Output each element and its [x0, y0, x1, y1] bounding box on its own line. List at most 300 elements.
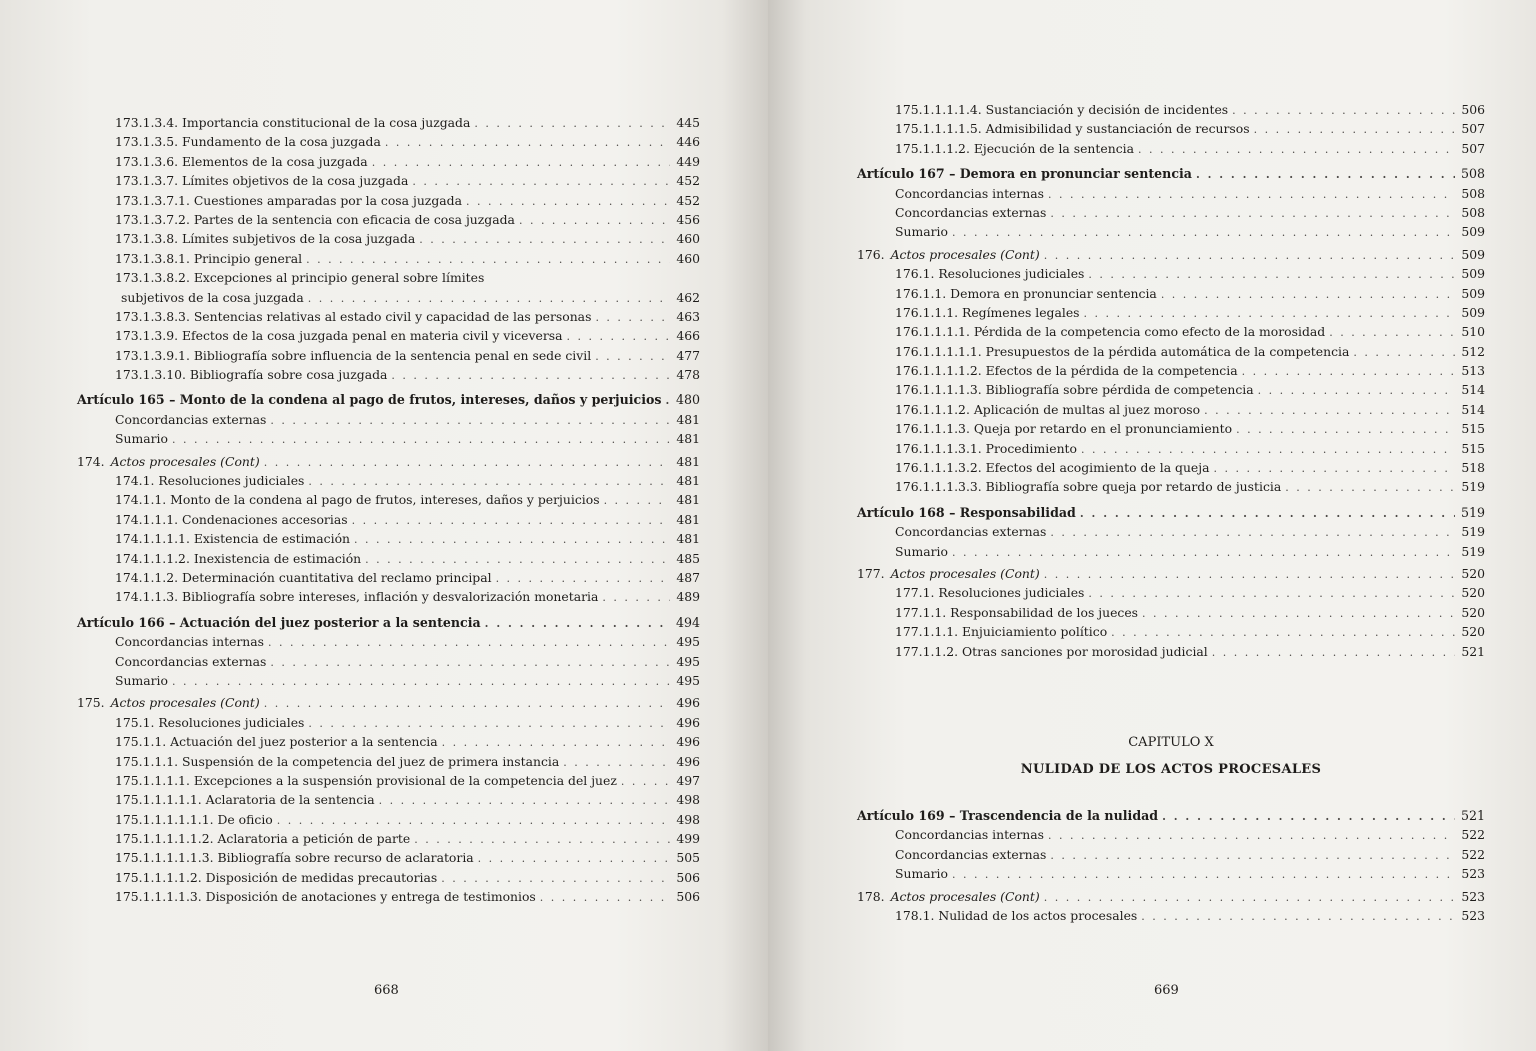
toc-entry: [857, 322, 1485, 341]
toc-leader-dots: [172, 430, 670, 449]
toc-entry-title: subjetivos de la cosa juzgada: [121, 289, 304, 305]
toc-entry-title: 176.1.1.1.1. Pérdida de la competencia como efecto de la morosidad: [895, 324, 1326, 340]
toc-leader-dots: [595, 308, 670, 327]
toc-page-number: 456: [676, 211, 700, 227]
toc-entry-title: 173.1.3.7.2. Partes de la sentencia con eficacia de cosa juzgada: [115, 211, 515, 227]
toc-page-number: 496: [676, 714, 700, 730]
toc-entry: [77, 132, 700, 151]
toc-page-number: 515: [1461, 440, 1485, 456]
toc-leader-dots: [519, 211, 670, 230]
toc-leader-dots: [567, 327, 670, 346]
toc-section-heading: [857, 564, 1485, 583]
toc-entry-title: 176.1. Resoluciones judiciales: [895, 266, 1085, 282]
toc-leader-dots: [365, 550, 670, 569]
toc-entry: [77, 171, 700, 190]
toc-leader-dots: [1242, 362, 1455, 381]
toc-entry-title: 176.1.1.1.2. Aplicación de multas al juez moroso: [895, 401, 1201, 417]
toc-page-number: 481: [676, 453, 700, 469]
toc-page-number: 519: [1461, 524, 1485, 540]
toc-page-number: 520: [1461, 624, 1485, 640]
toc-page-number: 508: [1461, 185, 1485, 201]
toc-entry-title: Concordancias internas: [115, 634, 265, 650]
toc-entry-title: Concordancias externas: [115, 411, 267, 427]
toc-entry-title: 173.1.3.9.1. Bibliografía sobre influencia de la sentencia penal en sede civil: [115, 347, 592, 363]
toc-entry-title: 175.1.1.1.1.1.3. Bibliografía sobre recurso de aclaratoria: [115, 850, 474, 866]
toc-leader-dots: [478, 849, 670, 868]
toc-entry-title: 177.1. Resoluciones judiciales: [895, 585, 1085, 601]
toc-entry-title: Artículo 168 – Responsabilidad: [857, 504, 1076, 520]
toc-entry-title: Artículo 165 – Monto de la condena al pago de frutos, intereses, daños y perjuicios: [77, 392, 662, 408]
toc-page-number: 523: [1461, 907, 1485, 923]
toc-entry: [77, 288, 700, 307]
toc-entry: [77, 868, 700, 887]
toc-entry-title: Concordancias internas: [895, 827, 1045, 843]
chapter-title: NULIDAD DE LOS ACTOS PROCESALES: [1020, 762, 1322, 777]
toc-page-number: 506: [676, 889, 700, 905]
toc-page-number: 514: [1461, 401, 1485, 417]
toc-page-number: 485: [676, 550, 700, 566]
toc-entry-title: Concordancias externas: [895, 524, 1047, 540]
toc-leader-dots: [268, 633, 670, 652]
toc-page-number: 478: [676, 367, 700, 383]
toc-leader-dots: [172, 672, 670, 691]
toc-page-number: 497: [676, 772, 700, 788]
toc-entry-title: 177.1.1. Responsabilidad de los jueces: [895, 604, 1139, 620]
toc-entry: [77, 191, 700, 210]
toc-page-number: 521: [1460, 808, 1485, 823]
toc-entry-title: 176.1.1. Demora en pronunciar sentencia: [895, 285, 1157, 301]
toc-leader-dots: [952, 865, 1455, 884]
toc-entry: [77, 490, 700, 509]
toc-entry-title: 175.1.1.1.1.5. Admisibilidad y sustanciación de recursos: [895, 121, 1250, 137]
toc-entry-title: Concordancias internas: [895, 185, 1045, 201]
toc-article-heading: [857, 503, 1485, 522]
toc-page-number: 452: [676, 173, 700, 189]
toc-page-number: 507: [1461, 140, 1485, 156]
toc-page-number: 449: [676, 153, 700, 169]
toc-page-number: 509: [1461, 224, 1485, 240]
toc-entry: [77, 829, 700, 848]
toc-entry-title: 175.1.1.1.1.1. Aclaratoria de la sentencia: [115, 792, 375, 808]
toc-page-number: 508: [1461, 204, 1485, 220]
toc-page-number: 481: [676, 473, 700, 489]
toc-entry: [77, 652, 700, 671]
toc-entry: [77, 810, 700, 829]
toc-entry-title: 174.1.1.1.1. Existencia de estimación: [115, 531, 351, 547]
toc-entry-title: Concordancias externas: [895, 846, 1047, 862]
toc-leader-dots: [308, 472, 670, 491]
toc-page-number: 446: [676, 134, 700, 150]
toc-leader-dots: [1214, 459, 1456, 478]
toc-entry-title: 176.1.1.1.3.3. Bibliografía sobre queja por retardo de justicia: [895, 479, 1282, 495]
toc-leader-dots: [1084, 304, 1455, 323]
toc-leader-dots: [496, 569, 670, 588]
toc-entry: [857, 583, 1485, 602]
toc-entry-title: Actos procesales (Cont): [890, 246, 1040, 262]
toc-entry: [857, 522, 1485, 541]
toc-page-number: 519: [1460, 504, 1485, 520]
toc-entry-title: 173.1.3.8.1. Principio general: [115, 250, 303, 266]
right-toc: [857, 100, 1485, 661]
toc-page-number: 506: [1461, 102, 1485, 117]
toc-leader-dots: [665, 391, 670, 410]
toc-entry: [857, 603, 1485, 622]
toc-entry: [857, 100, 1485, 119]
toc-entry-title: Concordancias externas: [895, 204, 1047, 220]
toc-entry: [857, 458, 1485, 477]
toc-entry: [857, 845, 1485, 864]
toc-entry-title: Actos procesales (Cont): [890, 565, 1040, 581]
toc-leader-dots: [308, 289, 670, 308]
toc-leader-dots: [604, 491, 670, 510]
toc-section-number: 174.: [77, 453, 105, 469]
toc-page-number: 499: [676, 831, 700, 847]
toc-entry: [77, 510, 700, 529]
toc-entry: [857, 284, 1485, 303]
toc-page-number: 510: [1461, 324, 1485, 340]
toc-page-number: 518: [1461, 460, 1485, 476]
toc-entry-title: 176.1.1.1.1.3. Bibliografía sobre pérdida de competencia: [895, 382, 1254, 398]
toc-entry-title: Sumario: [895, 866, 948, 882]
toc-page-number: 523: [1461, 866, 1485, 882]
toc-entry: [77, 326, 700, 345]
toc-entry-title: 176.1.1.1.3.1. Procedimiento: [895, 440, 1077, 456]
toc-leader-dots: [1044, 888, 1455, 907]
toc-leader-dots: [1050, 204, 1455, 223]
toc-page-number: 496: [676, 734, 700, 750]
toc-page-number: 462: [676, 289, 700, 305]
toc-entry: [857, 119, 1485, 138]
toc-entry-title: 176.1.1.1.3.2. Efectos del acogimiento de la queja: [895, 460, 1210, 476]
toc-leader-dots: [306, 250, 670, 269]
toc-entry-title: Sumario: [895, 224, 948, 240]
toc-leader-dots: [1236, 420, 1455, 439]
toc-entry-title: 177.1.1.2. Otras sanciones por morosidad judicial: [895, 643, 1208, 659]
toc-entry-title: 174.1.1.1. Condenaciones accesorias: [115, 511, 348, 527]
toc-leader-dots: [414, 830, 670, 849]
toc-entry-title: Actos procesales (Cont): [110, 695, 260, 711]
toc-leader-dots: [595, 347, 670, 366]
toc-leader-dots: [474, 114, 670, 133]
toc-page-number: 445: [676, 115, 700, 130]
toc-leader-dots: [1258, 381, 1455, 400]
toc-entry-title: 174.1.1.1.2. Inexistencia de estimación: [115, 550, 362, 566]
toc-page-number: 496: [676, 753, 700, 769]
toc-leader-dots: [264, 453, 670, 472]
toc-entry: [77, 410, 700, 429]
toc-leader-dots: [385, 133, 670, 152]
toc-entry: [77, 365, 700, 384]
toc-entry: [77, 549, 700, 568]
toc-entry: [857, 361, 1485, 380]
toc-leader-dots: [1353, 343, 1455, 362]
toc-leader-dots: [372, 153, 670, 172]
toc-entry-title: 175.1.1.1.1.3. Disposición de anotaciones y entrega de testimonios: [115, 889, 536, 905]
toc-entry-title: 173.1.3.7. Límites objetivos de la cosa juzgada: [115, 173, 409, 189]
toc-entry: [857, 477, 1485, 496]
toc-page-number: 496: [676, 695, 700, 711]
toc-leader-dots: [466, 192, 670, 211]
toc-entry-title: 175.1.1.1.2. Ejecución de la sentencia: [895, 140, 1134, 156]
toc-leader-dots: [1141, 907, 1455, 926]
toc-entry: [857, 400, 1485, 419]
toc-section-heading: [77, 693, 700, 712]
toc-entry: [77, 732, 700, 751]
toc-entry: [77, 249, 700, 268]
toc-page-number: 480: [675, 392, 700, 408]
toc-page-number: 505: [676, 850, 700, 866]
toc-article-heading: [77, 613, 700, 632]
toc-page-number: 481: [676, 531, 700, 547]
toc-leader-dots: [952, 543, 1455, 562]
toc-entry: [857, 264, 1485, 283]
toc-entry: [857, 542, 1485, 561]
toc-leader-dots: [352, 511, 670, 530]
toc-page-number: 481: [676, 492, 700, 508]
toc-entry: [857, 642, 1485, 661]
toc-entry: [857, 864, 1485, 883]
toc-leader-dots: [270, 411, 670, 430]
toc-leader-dots: [277, 811, 670, 830]
toc-entry-title: Actos procesales (Cont): [110, 453, 260, 469]
toc-entry: [77, 568, 700, 587]
toc-entry-title: 173.1.3.10. Bibliografía sobre cosa juzgada: [115, 367, 388, 383]
toc-leader-dots: [1048, 826, 1455, 845]
toc-page-number: 519: [1461, 543, 1485, 559]
toc-page-number: 520: [1461, 565, 1485, 581]
toc-leader-dots: [952, 223, 1455, 242]
toc-leader-dots: [1138, 140, 1455, 159]
toc-leader-dots: [1254, 120, 1455, 139]
toc-entry-title: Sumario: [115, 431, 168, 447]
toc-entry-title: 177.1.1.1. Enjuiciamiento político: [895, 624, 1108, 640]
toc-leader-dots: [308, 714, 670, 733]
toc-entry: [77, 346, 700, 365]
toc-article-heading: [857, 806, 1485, 825]
toc-leader-dots: [1050, 523, 1455, 542]
toc-page-number: 481: [676, 411, 700, 427]
toc-entry-title: 176.1.1.1.1.1. Presupuestos de la pérdida automática de la competencia: [895, 343, 1350, 359]
toc-entry: [857, 222, 1485, 241]
toc-entry: [77, 229, 700, 248]
toc-entry-title: 173.1.3.9. Efectos de la cosa juzgada penal en materia civil y viceversa: [115, 328, 563, 344]
toc-entry: [857, 622, 1485, 641]
toc-entry-title: 173.1.3.8.3. Sentencias relativas al estado civil y capacidad de las personas: [115, 308, 592, 324]
toc-page-number: 521: [1461, 643, 1485, 659]
toc-entry-title: 173.1.3.6. Elementos de la cosa juzgada: [115, 153, 368, 169]
toc-leader-dots: [485, 614, 670, 633]
toc-page-number: 466: [676, 328, 700, 344]
toc-leader-dots: [1044, 565, 1455, 584]
toc-entry-title: 175.1.1.1.1.2. Disposición de medidas precautorias: [115, 869, 438, 885]
toc-entry-title: 173.1.3.8.2. Excepciones al principio general sobre límites: [115, 270, 485, 286]
toc-leader-dots: [621, 772, 670, 791]
toc-entry: [77, 848, 700, 867]
toc-entry: [857, 303, 1485, 322]
toc-page-number: 487: [676, 569, 700, 585]
toc-entry: [77, 671, 700, 690]
toc-page-number: 460: [676, 250, 700, 266]
toc-article-heading: [857, 164, 1485, 183]
toc-page-number: 460: [676, 231, 700, 247]
toc-entry-title: Concordancias externas: [115, 653, 267, 669]
toc-article-heading: [77, 390, 700, 409]
toc-page-number: 463: [676, 308, 700, 324]
toc-page-number: 520: [1461, 585, 1485, 601]
toc-entry-title: 174.1. Resoluciones judiciales: [115, 473, 305, 489]
toc-leader-dots: [1088, 265, 1455, 284]
toc-leader-dots: [264, 694, 670, 713]
toc-entry: [857, 380, 1485, 399]
toc-leader-dots: [1196, 165, 1455, 184]
toc-page-number: 522: [1461, 827, 1485, 843]
toc-entry-title: 178.1. Nulidad de los actos procesales: [895, 907, 1138, 923]
right-toc-after-chapter: [857, 800, 1485, 925]
toc-entry: [857, 184, 1485, 203]
toc-page-number: 452: [676, 192, 700, 208]
toc-entry: [77, 529, 700, 548]
toc-page-number: 523: [1461, 888, 1485, 904]
toc-leader-dots: [1088, 584, 1455, 603]
toc-leader-dots: [1162, 807, 1455, 826]
toc-entry: [77, 771, 700, 790]
toc-page-number: 509: [1461, 285, 1485, 301]
toc-entry: [77, 887, 700, 906]
toc-leader-dots: [1329, 323, 1455, 342]
toc-page-number: 509: [1461, 304, 1485, 320]
right-page-number: 669: [1154, 983, 1179, 998]
toc-page-number: 513: [1461, 363, 1485, 379]
toc-entry-title: Artículo 167 – Demora en pronunciar sentencia: [857, 166, 1192, 182]
toc-section-heading: [857, 887, 1485, 906]
toc-leader-dots: [419, 230, 670, 249]
toc-entry: [857, 419, 1485, 438]
toc-entry: [77, 152, 700, 171]
toc-entry-title: 174.1.1.2. Determinación cuantitativa del reclamo principal: [115, 569, 492, 585]
toc-leader-dots: [441, 869, 670, 888]
toc-section-number: 177.: [857, 565, 885, 581]
toc-page-number: 507: [1461, 121, 1485, 137]
toc-entry-title: 174.1.1. Monto de la condena al pago de frutos, intereses, daños y perjuicios: [115, 492, 600, 508]
toc-page-number: 514: [1461, 382, 1485, 398]
toc-entry: [857, 906, 1485, 925]
toc-page-number: 512: [1461, 343, 1485, 359]
toc-entry-title: 175.1.1.1.1.4. Sustanciación y decisión de incidentes: [895, 102, 1229, 117]
toc-page-number: 522: [1461, 846, 1485, 862]
toc-entry: [857, 203, 1485, 222]
toc-page-number: 489: [676, 589, 700, 605]
toc-leader-dots: [540, 888, 670, 907]
toc-page-number: 481: [676, 511, 700, 527]
toc-section-number: 176.: [857, 246, 885, 262]
toc-entry-title: 175.1.1.1.1.1.2. Aclaratoria a petición de parte: [115, 831, 411, 847]
toc-leader-dots: [1080, 504, 1455, 523]
toc-page-number: 519: [1461, 479, 1485, 495]
toc-page-number: 495: [676, 634, 700, 650]
toc-leader-dots: [354, 530, 670, 549]
toc-leader-dots: [391, 366, 670, 385]
left-toc: [77, 113, 700, 907]
toc-leader-dots: [1161, 285, 1455, 304]
toc-page-number: 509: [1461, 246, 1485, 262]
toc-leader-dots: [1050, 846, 1455, 865]
toc-leader-dots: [1285, 478, 1455, 497]
toc-entry-title: 176.1.1.1.1.2. Efectos de la pérdida de la competencia: [895, 363, 1238, 379]
toc-entry-title: 173.1.3.5. Fundamento de la cosa juzgada: [115, 134, 381, 150]
toc-entry-title: 174.1.1.3. Bibliografía sobre intereses, inflación y desvalorización monetaria: [115, 589, 599, 605]
toc-entry: [77, 752, 700, 771]
toc-leader-dots: [1111, 623, 1455, 642]
toc-leader-dots: [379, 791, 670, 810]
toc-entry: [77, 587, 700, 606]
toc-page-number: 477: [676, 347, 700, 363]
toc-leader-dots: [563, 753, 670, 772]
toc-entry-title: 175.1.1.1. Suspensión de la competencia del juez de primera instancia: [115, 753, 560, 769]
toc-entry: [77, 632, 700, 651]
left-page-number: 668: [374, 983, 399, 998]
toc-entry: [77, 268, 700, 287]
toc-leader-dots: [1212, 643, 1455, 662]
toc-entry-title: 173.1.3.7.1. Cuestiones amparadas por la cosa juzgada: [115, 192, 462, 208]
toc-entry-title: 175.1. Resoluciones judiciales: [115, 714, 305, 730]
toc-page-number: 506: [676, 869, 700, 885]
toc-page-number: 498: [676, 811, 700, 827]
toc-page-number: 495: [676, 653, 700, 669]
toc-entry: [77, 307, 700, 326]
toc-section-number: 178.: [857, 888, 885, 904]
toc-leader-dots: [442, 733, 670, 752]
toc-entry-title: 176.1.1.1.3. Queja por retardo en el pronunciamiento: [895, 421, 1233, 437]
toc-section-number: 175.: [77, 695, 105, 711]
toc-entry-title: 173.1.3.8. Límites subjetivos de la cosa juzgada: [115, 231, 416, 247]
toc-entry-title: 175.1.1.1.1. Excepciones a la suspensión provisional de la competencia del juez: [115, 772, 617, 788]
toc-entry: [77, 113, 700, 132]
toc-page-number: 515: [1461, 421, 1485, 437]
toc-leader-dots: [1048, 185, 1455, 204]
toc-page-number: 509: [1461, 266, 1485, 282]
toc-entry-title: Actos procesales (Cont): [890, 888, 1040, 904]
toc-page-number: 498: [676, 792, 700, 808]
toc-leader-dots: [1081, 440, 1455, 459]
toc-entry-title: 175.1.1.1.1.1.1. De oficio: [115, 811, 273, 827]
toc-leader-dots: [1044, 246, 1455, 265]
toc-entry: [857, 439, 1485, 458]
toc-page-number: 520: [1461, 604, 1485, 620]
toc-entry: [77, 471, 700, 490]
toc-entry: [857, 139, 1485, 158]
toc-entry: [857, 342, 1485, 361]
toc-section-heading: [77, 452, 700, 471]
toc-entry: [857, 825, 1485, 844]
toc-entry-title: Sumario: [115, 672, 168, 688]
toc-entry-title: Artículo 169 – Trascendencia de la nulidad: [857, 808, 1159, 823]
toc-entry-title: Artículo 166 – Actuación del juez posterior a la sentencia: [77, 614, 481, 630]
toc-leader-dots: [412, 172, 670, 191]
toc-entry: [77, 429, 700, 448]
toc-entry-title: 173.1.3.4. Importancia constitucional de la cosa juzgada: [115, 115, 471, 130]
chapter-label: CAPITULO X: [1128, 735, 1214, 750]
toc-page-number: 494: [675, 614, 700, 630]
toc-leader-dots: [270, 653, 670, 672]
toc-entry: [77, 210, 700, 229]
toc-leader-dots: [1142, 604, 1455, 623]
toc-leader-dots: [602, 588, 670, 607]
toc-entry-title: 175.1.1. Actuación del juez posterior a la sentencia: [115, 734, 438, 750]
toc-entry-title: Sumario: [895, 543, 948, 559]
toc-entry: [77, 713, 700, 732]
toc-page-number: 495: [676, 672, 700, 688]
toc-entry-title: 176.1.1.1. Regímenes legales: [895, 304, 1080, 320]
